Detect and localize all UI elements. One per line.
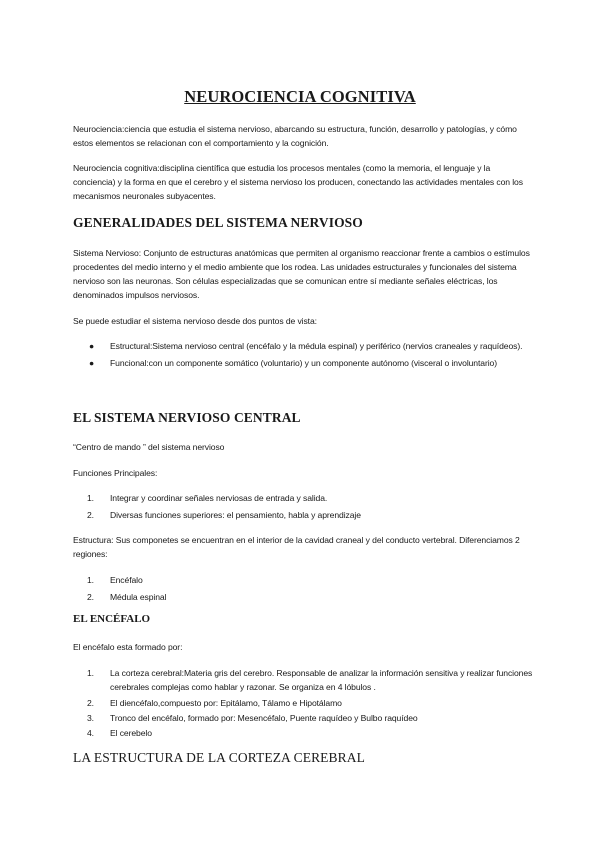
list-item <box>73 339 543 353</box>
list-item <box>73 491 543 505</box>
intro-paragraph-neurociencia: Neurociencia:ciencia que estudia el sistema nervioso, abarcando su estructura, función, desarrollo y patologías, y cómo estos elementos se relacionan con el comportamiento y la cognición. <box>73 124 517 148</box>
numbered-list-encefalo <box>73 666 543 743</box>
list-item <box>73 711 543 725</box>
paragraph-puntos-de-vista: Se puede estudiar el sistema nervioso desde dos puntos de vista: <box>73 316 317 326</box>
section-heading-corteza: LA ESTRUCTURA DE LA CORTEZA CEREBRAL <box>73 750 365 765</box>
list-item-text: Integrar y coordinar señales nerviosas de entrada y salida. <box>110 493 328 503</box>
paragraph-sistema-nervioso: Sistema Nervioso: Conjunto de estructuras anatómicas que permiten al organismo reaccionar frente a cambios o estímulos procedentes del medio interno y el medio ambiente que los rodea. Las unidades estructurales y funcionales del sistema nervioso son las neuronas. Son células especializadas que se comunican entre sí mediante señales eléctricas, los denominados impulsos nerviosos. <box>73 248 530 300</box>
list-item-text: Médula espinal <box>110 592 167 602</box>
list-item-text: Diversas funciones superiores: el pensamiento, habla y aprendizaje <box>110 510 361 520</box>
list-item <box>73 356 543 370</box>
list-number: 4. <box>87 728 94 738</box>
list-item-text: Tronco del encéfalo, formado por: Mesencéfalo, Puente raquídeo y Bulbo raquídeo <box>110 713 418 723</box>
list-item <box>73 726 543 740</box>
paragraph-estructura: Estructura: Sus componetes se encuentran en el interior de la cavidad craneal y del conducto vertebral. Diferenciamos 2 regiones: <box>73 535 520 559</box>
bullet-marker: ● <box>89 341 95 351</box>
list-item <box>73 573 543 587</box>
list-item <box>73 666 543 694</box>
list-number: 3. <box>87 713 94 723</box>
paragraph-centro-de-mando: “Centro de mando ” del sistema nervioso <box>73 442 225 452</box>
list-number: 2. <box>87 698 94 708</box>
section-heading-generalidades: GENERALIDADES DEL SISTEMA NERVIOSO <box>73 215 363 230</box>
bullet-marker: ● <box>89 358 95 368</box>
paragraph-encefalo-formado: El encéfalo esta formado por: <box>73 642 183 652</box>
list-item <box>73 590 543 604</box>
list-item-text: El diencéfalo,compuesto por: Epitálamo, Tálamo e Hipotálamo <box>110 698 342 708</box>
section-heading-snc: EL SISTEMA NERVIOSO CENTRAL <box>73 410 301 425</box>
list-item-text: La corteza cerebral:Materia gris del cerebro. Responsable de analizar la información sensitiva y realizar funciones cerebrales complejas como hablar y razonar. Se organiza en 4 lóbulos . <box>110 668 533 692</box>
list-item <box>73 696 543 710</box>
list-item-text: Estructural:Sistema nervioso central (encéfalo y la médula espinal) y periférico (nervios craneales y raquídeos). <box>110 341 523 351</box>
list-item-text: Funcional:con un componente somático (voluntario) y un componente autónomo (visceral o involuntario) <box>110 358 497 368</box>
list-number: 1. <box>87 668 94 678</box>
list-number: 2. <box>87 592 94 602</box>
numbered-list-funciones <box>73 491 543 525</box>
document-title: NEUROCIENCIA COGNITIVA <box>184 87 416 106</box>
list-item-text: El cerebelo <box>110 728 152 738</box>
list-number: 1. <box>87 575 94 585</box>
list-item-text: Encéfalo <box>110 575 143 585</box>
section-heading-encefalo: EL ENCÉFALO <box>73 613 151 625</box>
list-number: 1. <box>87 493 94 503</box>
paragraph-funciones-label: Funciones Principales: <box>73 468 158 478</box>
bullet-list-puntos-de-vista <box>73 339 543 373</box>
numbered-list-regiones <box>73 573 543 607</box>
list-item <box>73 508 543 522</box>
list-number: 2. <box>87 510 94 520</box>
intro-paragraph-neurociencia-cognitiva: Neurociencia cognitiva:disciplina científica que estudia los procesos mentales (como la memoria, el lenguaje y la conciencia) y la forma en que el cerebro y el sistema nervioso los producen, conectando las actividades mentales con los mecanismos neuronales subyacentes. <box>73 163 523 201</box>
